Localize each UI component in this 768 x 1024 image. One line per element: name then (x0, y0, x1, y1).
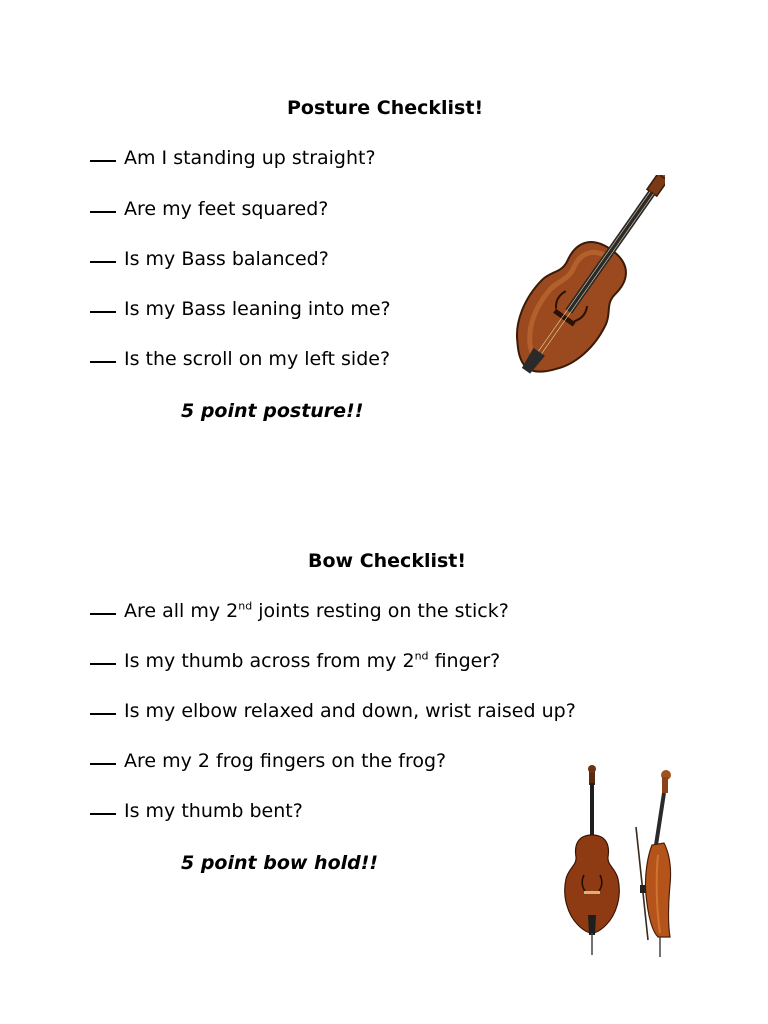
checkbox-blank[interactable] (90, 763, 116, 765)
bow-tagline: 5 point bow hold!! (181, 852, 379, 874)
posture-item-5: Is the scroll on my left side? (90, 348, 390, 370)
bow-title: Bow Checklist! (308, 550, 467, 572)
posture-item-2: Are my feet squared? (90, 198, 328, 220)
posture-title: Posture Checklist! (287, 97, 484, 119)
checkbox-blank[interactable] (90, 211, 116, 213)
posture-tagline: 5 point posture!! (181, 400, 364, 422)
bow-item-5: Is my thumb bent? (90, 800, 303, 822)
posture-item-4: Is my Bass leaning into me? (90, 298, 391, 320)
checkbox-blank[interactable] (90, 361, 116, 363)
two-basses-illustration (552, 765, 687, 960)
checkbox-blank[interactable] (90, 663, 116, 665)
bow-item-1: Are all my 2nd joints resting on the stick? (90, 600, 509, 622)
posture-item-1: Am I standing up straight? (90, 147, 376, 169)
double-bass-illustration (470, 175, 665, 410)
bow-item-3: Is my elbow relaxed and down, wrist raised up? (90, 700, 576, 722)
checkbox-blank[interactable] (90, 813, 116, 815)
checkbox-blank[interactable] (90, 713, 116, 715)
bow-item-4: Are my 2 frog fingers on the frog? (90, 750, 446, 772)
posture-item-3: Is my Bass balanced? (90, 248, 329, 270)
checkbox-blank[interactable] (90, 261, 116, 263)
checkbox-blank[interactable] (90, 613, 116, 615)
bow-item-2: Is my thumb across from my 2nd finger? (90, 650, 500, 672)
checkbox-blank[interactable] (90, 311, 116, 313)
checkbox-blank[interactable] (90, 160, 116, 162)
